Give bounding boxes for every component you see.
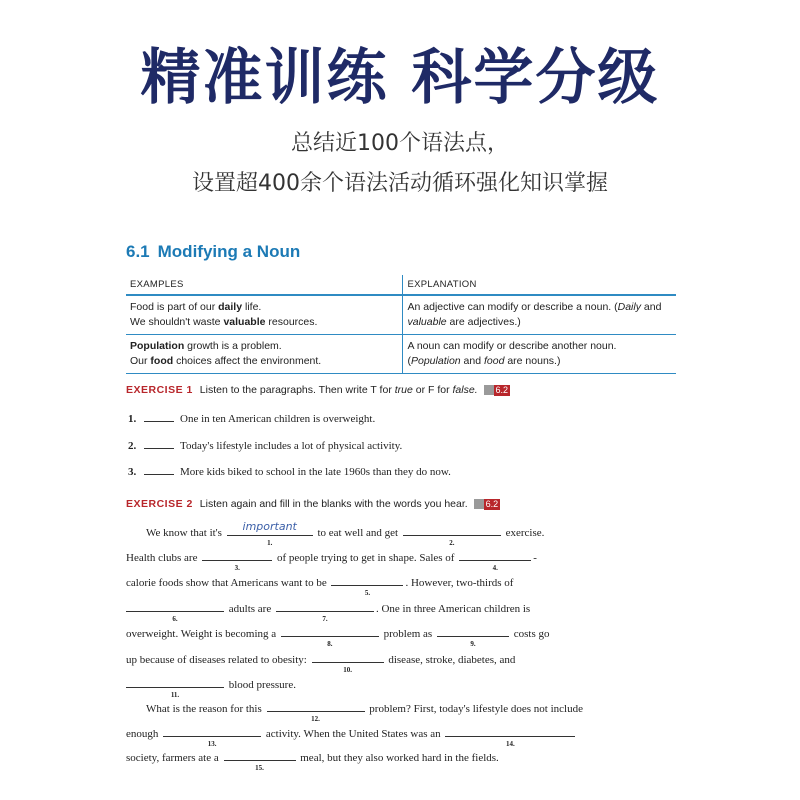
explanation-cell: A noun can modify or describe another noun. (Population and food are nouns.) <box>402 335 676 374</box>
paragraph-line: Health clubs are 3. of people trying to get in shape. Sales of 4. - <box>126 552 537 572</box>
paragraph-line: 6. adults are 7. . One in three American children is <box>126 602 530 615</box>
speaker-icon <box>474 499 484 509</box>
paragraph-line: enough 13. activity. When the United States was an 14. <box>126 727 577 740</box>
headline: 精准训练 科学分级 <box>140 43 660 113</box>
subtitle-line-2: 设置超400余个语法活动循环强化知识掌握 <box>192 171 608 196</box>
fill-blank[interactable]: 12. <box>267 702 365 712</box>
paragraph-line: 11. blood pressure. <box>126 678 296 691</box>
examples-cell: Population growth is a problem. Our food choices affect the environment. <box>126 335 402 374</box>
list-item: 2. Today's lifestyle includes a lot of physical activity. <box>128 440 403 452</box>
audio-track-badge[interactable]: 6.2 <box>474 498 501 510</box>
fill-blank[interactable]: 7. <box>276 602 374 612</box>
list-item: 1. One in ten American children is overweight. <box>128 413 376 425</box>
header-examples: EXAMPLES <box>126 275 402 295</box>
subtitle-line-1: 总结近100个语法点， <box>291 131 509 156</box>
fill-blank[interactable]: 6. <box>126 602 224 612</box>
section-title-text: Modifying a Noun <box>157 242 301 261</box>
audio-track-badge[interactable]: 6.2 <box>484 384 511 396</box>
examples-cell: Food is part of our daily life. We shouldn't waste valuable resources. <box>126 295 402 335</box>
table-row <box>126 295 676 335</box>
explanation-cell: An adjective can modify or describe a noun. (Daily and valuable are adjectives.) <box>402 295 676 335</box>
exercise-2-heading: EXERCISE 2 Listen again and fill in the blanks with the words you hear. 6.2 <box>126 498 499 510</box>
paragraph-line: up because of diseases related to obesity: 10. disease, stroke, diabetes, and <box>126 654 516 674</box>
answer-blank[interactable] <box>144 466 174 475</box>
table-row <box>126 335 676 374</box>
list-item: 3. More kids biked to school in the late 1960s than they do now. <box>128 466 451 478</box>
fill-blank[interactable]: 15. <box>224 751 296 761</box>
table-header-row <box>126 275 676 295</box>
fill-blank[interactable]: 14. <box>445 727 575 737</box>
fill-blank[interactable]: 13. <box>163 727 261 737</box>
fill-blank[interactable]: 2. <box>403 526 501 536</box>
grammar-table <box>126 275 676 374</box>
handwritten-answer: important <box>242 520 297 533</box>
paragraph-line: overweight. Weight is becoming a 8. problem as 9. costs go <box>126 628 550 648</box>
section-title <box>126 242 300 262</box>
fill-blank[interactable]: 3. <box>202 551 272 561</box>
paragraph-line: calorie foods show that Americans want to be 5. . However, two-thirds of <box>126 577 514 597</box>
exercise-1-label: EXERCISE 1 <box>126 384 193 396</box>
speaker-icon <box>484 385 494 395</box>
exercise-1-heading: EXERCISE 1 Listen to the paragraphs. Then write T for true or F for false. 6.2 <box>126 384 509 396</box>
fill-blank[interactable]: 4. <box>459 551 531 561</box>
section-number: 6.1 <box>126 242 150 261</box>
fill-blank[interactable]: 10. <box>312 653 384 663</box>
header-explanation: EXPLANATION <box>402 275 676 295</box>
fill-blank[interactable]: 9. <box>437 627 509 637</box>
fill-blank[interactable]: 8. <box>281 627 379 637</box>
answer-blank[interactable] <box>144 413 174 422</box>
paragraph-line: society, farmers ate a 15. meal, but they also worked hard in the fields. <box>126 752 499 772</box>
fill-blank[interactable]: 11. <box>126 678 224 688</box>
fill-blank[interactable]: important 1. <box>227 526 313 536</box>
exercise-2-label: EXERCISE 2 <box>126 498 193 510</box>
fill-blank[interactable]: 5. <box>331 576 403 586</box>
answer-blank[interactable] <box>144 440 174 449</box>
paragraph-line: What is the reason for this 12. problem? First, today's lifestyle does not include <box>146 703 583 723</box>
paragraph-line: We know that it's important 1. to eat well and get 2. exercise. <box>146 520 545 547</box>
